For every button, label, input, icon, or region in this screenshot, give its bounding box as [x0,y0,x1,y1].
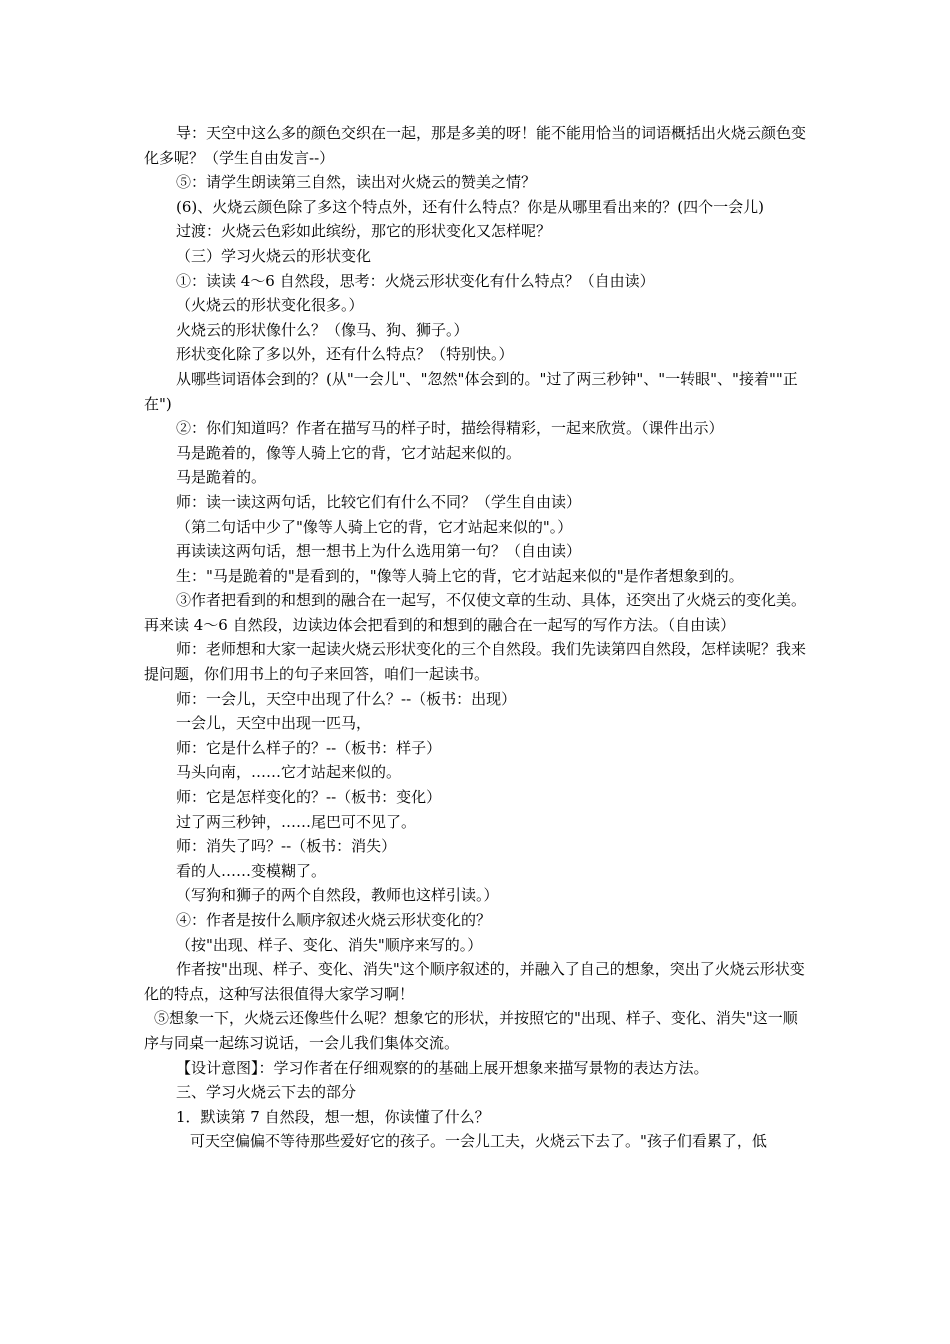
paragraph: 马是跪着的，像等人骑上它的背，它才站起来似的。 [176,443,522,462]
paragraph: 看的人……变模糊了。 [176,861,327,880]
paragraph: (6)、火烧云颜色除了多这个特点外，还有什么特点？你是从哪里看出来的？(四个一会儿) [176,197,764,216]
paragraph: ④：作者是按什么顺序叙述火烧云形状变化的？ [176,911,492,929]
section-heading: 三、学习火烧云下去的部分 [176,1083,357,1102]
paragraph: 导：天空中这么多的颜色交织在一起，那是多美的呀！能不能用恰当的词语概括出火烧云颜色变化多呢？（学生自由发言--） [144,124,807,167]
paragraph: ⑤想象一下，火烧云还像些什么呢？想象它的形状，并按照它的"出现、样子、变化、消失"这一顺序与同桌一起练习说话，一会儿我们集体交流。 [144,1009,798,1052]
paragraph: ⑤：请学生朗读第三自然，读出对火烧云的赞美之情？ [176,173,537,192]
paragraph: 再读读这两句话，想一想书上为什么选用第一句？（自由读） [176,542,582,561]
paragraph: 火烧云的形状像什么？（像马、狗、狮子。） [176,320,469,339]
paragraph: 过了两三秒钟，……尾巴可不见了。 [176,812,417,831]
paragraph: 形状变化除了多以外，还有什么特点？（特别快。） [176,345,514,364]
paragraph: 一会儿，天空中出现一匹马， [176,714,372,733]
paragraph: 可天空偏偏不等待那些爱好它的孩子。一会儿工夫，火烧云下去了。"孩子们看累了，低 [190,1132,767,1151]
design-intent: 【设计意图】：学习作者在仔细观察的的基础上展开想象来描写景物的表达方法。 [176,1058,709,1077]
paragraph: ②：你们知道吗？作者在描写马的样子时，描绘得精彩，一起来欣赏。（课件出示） [176,419,724,438]
paragraph: ③作者把看到的和想到的融合在一起写，不仅使文章的生动、具体，还突出了火烧云的变化美。再来读 4～6 自然段，边读边体会把看到的和想到的融合在一起写的写作方法。（自由读） [144,591,807,634]
paragraph: 从哪些词语体会到的？(从"一会儿"、"忽然"体会到的。"过了两三秒钟"、"一转眼"、"接着""正在") [144,369,798,413]
paragraph: ①：读读 4～6 自然段，思考：火烧云形状变化有什么特点？（自由读） [176,271,655,290]
paragraph: （按"出现、样子、变化、消失"顺序来写的。） [176,935,483,954]
paragraph: 师：它是怎样变化的？--（板书：变化） [176,788,442,807]
paragraph: 师：消失了吗？--（板书：消失） [176,837,397,856]
paragraph: 马是跪着的。 [176,468,267,487]
paragraph: 师：它是什么样子的？--（板书：样子） [176,738,442,757]
paragraph: （火烧云的形状变化很多。） [176,296,364,315]
paragraph: 马头向南，……它才站起来似的。 [176,763,402,782]
paragraph: 生："马是跪着的"是看到的，"像等人骑上它的背，它才站起来似的"是作者想象到的。 [176,566,744,585]
paragraph: 作者按"出现、样子、变化、消失"这个顺序叙述的，并融入了自己的想象，突出了火烧云形状变化的特点，这种写法很值得大家学习啊！ [144,960,805,1003]
paragraph: 过渡：火烧云色彩如此缤纷，那它的形状变化又怎样呢？ [176,222,552,241]
document-page [144,121,808,1154]
paragraph: 师：一会儿，天空中出现了什么？--（板书：出现） [176,689,517,708]
paragraph: （写狗和狮子的两个自然段，教师也这样引读。） [176,886,499,905]
paragraph: 1．默读第 7 自然段，想一想，你读懂了什么？ [176,1107,490,1126]
section-heading: （三）学习火烧云的形状变化 [176,246,372,265]
paragraph: 师：老师想和大家一起读火烧云形状变化的三个自然段。我们先读第四自然段，怎样读呢？我来提问题，你们用书上的句子来回答，咱们一起读书。 [144,640,807,684]
paragraph: （第二句话中少了"像等人骑上它的背，它才站起来似的"。） [176,517,573,536]
paragraph: 师：读一读这两句话，比较它们有什么不同？（学生自由读） [176,492,582,511]
